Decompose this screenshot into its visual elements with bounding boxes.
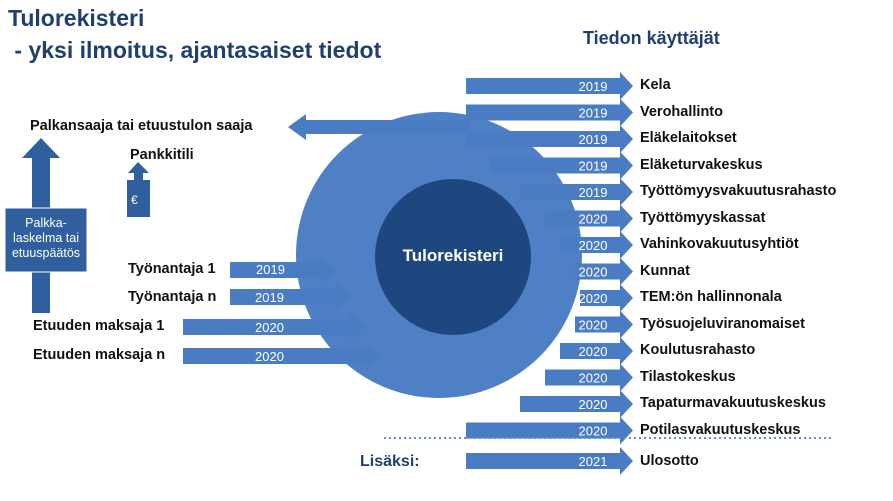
euro-symbol: € <box>131 193 138 207</box>
user-year: 2020 <box>578 370 608 386</box>
user-label: Koulutusrahasto <box>640 342 756 358</box>
user-label: TEM:ön hallinnonala <box>640 289 782 305</box>
user-year: 2020 <box>578 317 608 333</box>
user-label: Työttömyysvakuutusrahasto <box>640 183 837 199</box>
user-year: 2020 <box>578 344 608 359</box>
user-arrow <box>466 72 633 100</box>
recipient-label: Palkansaaja tai etuustulon saaja <box>30 118 253 134</box>
user-label: Kela <box>640 77 671 93</box>
reporter-year-4: 2020 <box>255 349 284 364</box>
extra-user-arrow <box>466 447 633 475</box>
bank-account-label: Pankkitili <box>130 147 194 163</box>
user-year: 2019 <box>578 105 608 121</box>
user-label: Tapaturmavakuutuskeskus <box>640 395 826 411</box>
user-year: 2020 <box>578 211 608 227</box>
user-year: 2020 <box>578 238 608 253</box>
reporter-label-3: Etuuden maksaja 1 <box>33 318 165 334</box>
user-year: 2019 <box>578 158 608 174</box>
reporter-year-2: 2019 <box>255 290 284 305</box>
users-title: Tiedon käyttäjät <box>583 28 720 48</box>
user-label: Potilasvakuutuskeskus <box>640 421 801 438</box>
extra-label: Lisäksi: <box>360 453 420 470</box>
reporter-label-2: Työnantaja n <box>128 289 217 305</box>
user-arrow <box>466 417 633 445</box>
user-year: 2020 <box>578 264 608 280</box>
reporter-label-4: Etuuden maksaja n <box>33 347 166 363</box>
reporter-year-3: 2020 <box>255 320 284 335</box>
user-label: Eläkelaitokset <box>640 130 737 146</box>
user-year: 2019 <box>578 132 608 147</box>
user-label: Vahinkovakuutusyhtiöt <box>640 236 799 252</box>
user-year: 2020 <box>578 291 608 306</box>
center-label: Tulorekisteri <box>402 246 504 265</box>
reporter-year-1: 2019 <box>256 262 285 277</box>
user-year: 2020 <box>578 423 608 439</box>
extra-user-label: Ulosotto <box>640 453 699 469</box>
user-label: Verohallinto <box>640 103 723 120</box>
user-label: Tilastokeskus <box>640 368 736 385</box>
title-line-1: Tulorekisteri <box>8 5 145 31</box>
user-label: Eläketurvakeskus <box>640 156 763 173</box>
user-label: Työsuojeluviranomaiset <box>640 315 805 332</box>
reporter-label-1: Työnantaja 1 <box>128 261 216 277</box>
user-year: 2019 <box>578 185 608 200</box>
bank-account-icon <box>127 162 150 217</box>
title-line-2: - yksi ilmoitus, ajantasaiset tiedot <box>8 37 382 63</box>
payslip-label: Palkka- laskelma tai etuuspäätös <box>11 216 81 260</box>
user-arrow <box>520 390 633 418</box>
user-label: Kunnat <box>640 262 690 279</box>
user-label: Työttömyyskassat <box>640 209 766 226</box>
user-year: 2020 <box>578 397 608 412</box>
extra-user-year: 2021 <box>578 454 608 469</box>
user-year: 2019 <box>578 79 608 94</box>
